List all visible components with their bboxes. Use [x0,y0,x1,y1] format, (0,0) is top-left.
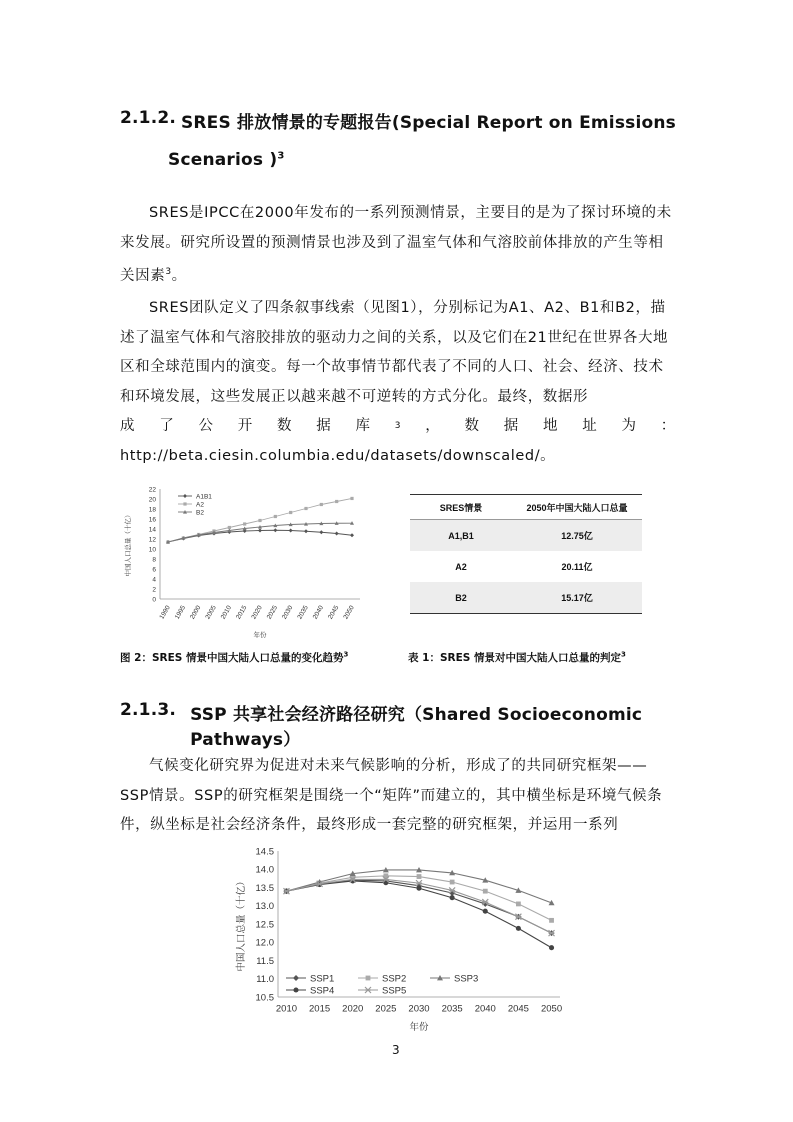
spread-word: 开 [237,418,253,434]
x-tick-label: 2025 [375,1003,397,1015]
section-heading-212-line2 [168,150,285,170]
spread-word: 数 [277,418,293,434]
spread-word: 据 [503,418,519,434]
x-tick-label: 2020 [250,604,264,621]
data-point-a1b1 [319,530,323,534]
paragraph-1-end: 。 [171,267,187,284]
figure-2-caption-sup: 3 [343,650,349,659]
x-tick-label: 2050 [342,604,356,621]
data-point-ssp2 [450,880,455,885]
y-axis-title: 中国人口总量（十亿） [236,876,247,972]
data-point-a1b1 [258,529,262,533]
y-tick-label: 14 [148,526,156,534]
data-point-a1b1 [304,529,308,533]
data-point-a2 [289,511,292,514]
legend-label-b2: B2 [196,509,204,517]
section-heading-212-line1 [120,108,676,133]
x-tick-label: 2040 [474,1003,496,1015]
data-point-a1b1 [335,532,339,536]
y-axis-title: 中国人口总量（十亿） [125,511,132,577]
spread-word: 址 [582,418,598,434]
spread-word: 地 [542,418,559,434]
legend-marker [365,987,371,993]
paragraph-3 [120,752,676,841]
y-tick-label: 0 [152,596,156,604]
x-tick-label: 1995 [173,604,188,621]
sres-table [410,494,642,614]
data-point-ssp4 [516,926,521,931]
paragraph-1-text: SRES是IPCC在2000年发布的一系列预测情景，主要目的是为了探讨环境的未来发展。研究所设置的预测情景也涉及到了温室气体和气溶胶前体排放的产生等相关因素 [120,205,672,284]
data-point-a2 [243,522,246,525]
sres-table-container [410,494,642,614]
table-row [410,551,642,582]
paragraph-2-url: http://beta.ciesin.columbia.edu/datasets/downscaled/。 [120,447,556,464]
section-title-213: SSP 共享社会经济路径研究（Shared Socioeconomic Pathways） [190,705,643,750]
sres-population-chart [120,483,365,643]
spread-word: 了 [159,418,175,434]
legend-marker [366,976,371,981]
data-point-a1b1 [350,533,354,537]
y-tick-label: 12.5 [255,919,274,931]
x-tick-label: 2020 [342,1003,364,1015]
data-point-a1b1 [273,528,277,532]
y-tick-label: 10.5 [255,992,274,1004]
table-1-caption-text: 表 1：SRES 情景对中国大陆人口总量的判定 [408,652,621,664]
y-tick-label: 2 [152,586,156,594]
section-title-212-line2: Scenarios ) [168,150,278,170]
data-point-a2 [350,497,353,500]
legend-marker [293,975,299,981]
table-cell-population: 12.75亿 [512,520,642,552]
y-tick-label: 12.0 [255,937,274,949]
legend-label-ssp3: SSP3 [454,973,479,985]
x-tick-label: 2010 [275,1003,298,1015]
data-point-ssp4 [483,909,488,914]
legend-label-ssp4: SSP4 [310,985,335,997]
x-tick-label: 2030 [408,1003,430,1015]
legend-marker [183,494,187,498]
y-tick-label: 14.5 [255,846,274,858]
data-point-a2 [335,500,338,503]
figure-2-caption [120,650,348,665]
legend-marker [293,987,298,992]
data-point-ssp4 [549,945,554,950]
data-point-ssp2 [516,902,521,907]
y-tick-label: 13.5 [255,882,274,894]
table-header-population: 2050年中国大陆人口总量 [512,495,642,520]
paragraph-3-text: 气候变化研究界为促进对未来气候影响的分析，形成了的共同研究框架——SSP情景。SSP的研究框架是围绕一个“矩阵”而建立的，其中横坐标是环境气候条件，纵坐标是社会经济条件，最终形成一套完整的研究框架，并运用一系列 [120,758,663,833]
x-axis-title: 年份 [253,632,267,639]
data-point-a2 [258,519,261,522]
table-row [410,582,642,614]
spread-word: ， [425,418,441,434]
y-tick-label: 10 [148,546,156,554]
figure-2-caption-text: 图 2：SRES 情景中国大陆人口总量的变化趋势 [120,652,344,664]
legend-marker [183,502,186,505]
x-tick-label: 2000 [189,604,203,621]
section-heading-213 [120,700,676,750]
ssp-population-chart [230,842,570,1034]
x-tick-label: 1990 [158,604,172,621]
data-point-a2 [304,507,307,510]
spread-word: 为 [621,418,637,434]
paragraph-2 [120,294,676,471]
paragraph-1 [120,199,676,291]
page-number: 3 [392,1043,400,1057]
y-tick-label: 16 [148,516,156,524]
y-tick-label: 18 [148,506,156,514]
paragraph-2-text: SRES团队定义了四条叙事线索（见图1），分别标记为A1、A2、B1和B2，描述了温室气体和气溶胶排放的驱动力之间的关系，以及它们在21世纪在世界各大地区和全球范围内的演变。每一个故事情节都代表了不同的人口、社会、经济、技术和环境发展，这些发展正以越来越不可逆转的方式分化。最终，数据形 [120,300,669,405]
legend-label-ssp1: SSP1 [310,973,335,985]
table-cell-scenario: A1,B1 [410,520,512,552]
section-heading-212 [120,108,676,133]
table-cell-population: 20.11亿 [561,562,593,572]
x-tick-label: 2015 [235,604,249,621]
y-tick-label: 11.5 [256,955,274,967]
y-tick-label: 12 [148,536,156,544]
table-header-scenario: SRES情景 [410,495,512,520]
section-title-212-line1: SRES 排放情景的专题报告(Special Report on Emissions [180,113,676,133]
table-row [410,520,642,552]
data-point-ssp2 [417,874,422,879]
spread-word: 据 [316,418,332,434]
table-1-caption [408,650,626,665]
paragraph-2-spread-line [120,412,676,442]
data-point-ssp2 [483,889,488,894]
spread-word: 库 [355,418,371,434]
data-point-ssp4 [450,895,455,900]
y-tick-label: 14.0 [255,864,274,876]
y-tick-label: 8 [152,556,156,564]
data-point-a1b1 [289,529,293,533]
table-cell-scenario: B2 [410,582,512,614]
x-tick-label: 2025 [265,604,280,621]
data-point-a2 [274,515,277,518]
spread-word: 数 [464,418,480,434]
spread-word: ： [660,418,676,434]
x-tick-label: 2045 [507,1003,529,1015]
section-number-213: 2.1.3. [120,700,177,720]
data-point-ssp2 [549,918,554,923]
x-tick-label: 2015 [309,1003,331,1015]
x-tick-label: 2045 [327,604,341,621]
data-point-a2 [320,503,323,506]
y-tick-label: 13.0 [255,901,274,913]
x-tick-label: 2030 [281,604,295,621]
paragraph-1-sup: 3 [165,267,172,277]
x-tick-label: 2050 [540,1003,563,1015]
spread-word: 公 [198,418,214,434]
data-point-ssp4 [416,886,421,891]
table-header-row [410,495,642,520]
x-axis-title: 年份 [409,1022,429,1033]
x-tick-label: 2005 [204,604,218,621]
y-tick-label: 11.0 [256,974,274,986]
spread-word: 3 [394,421,402,431]
x-tick-label: 2035 [441,1003,463,1015]
table-1-caption-sup: 3 [621,650,626,659]
y-tick-label: 20 [148,496,156,504]
y-tick-label: 4 [152,576,156,584]
x-tick-label: 2040 [311,604,326,621]
y-tick-label: 6 [152,566,156,574]
legend-label-ssp2: SSP2 [382,973,407,985]
legend-label-a2: A2 [196,501,204,509]
y-tick-label: 22 [148,486,156,494]
spread-word: 成 [120,418,136,434]
x-tick-label: 2035 [296,604,310,621]
table-cell-population: 15.17亿 [512,582,642,614]
section-title-212-sup: 3 [277,150,285,162]
section-number-212: 2.1.2. [120,108,177,128]
legend-label-ssp5: SSP5 [382,985,407,997]
x-tick-label: 2010 [219,604,234,621]
legend-label-a1b1: A1B1 [196,493,212,501]
table-cell-scenario: A2 [455,561,467,572]
